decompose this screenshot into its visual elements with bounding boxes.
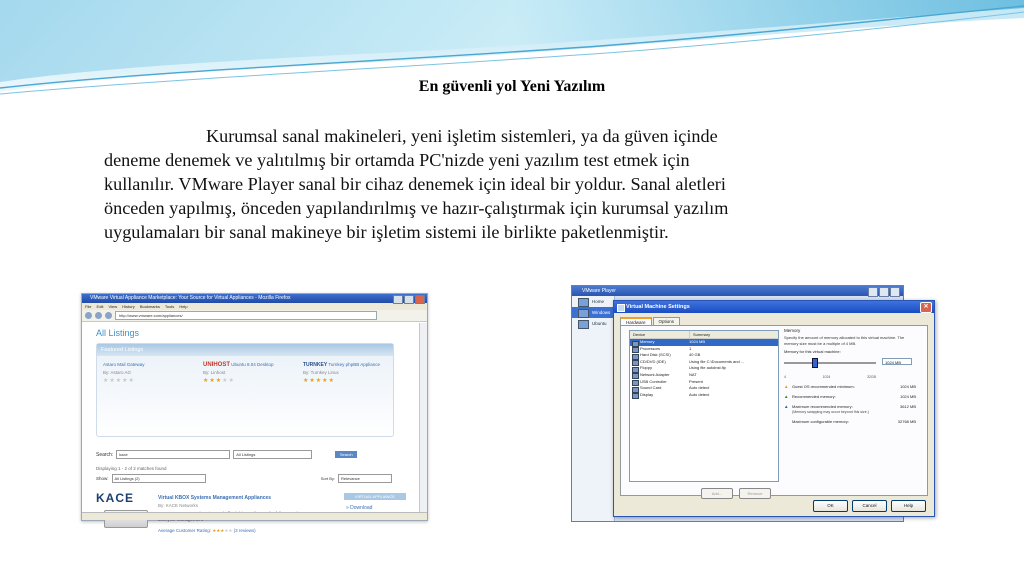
device-row[interactable]: Hard Disk (SCSI) 40 GB	[630, 352, 778, 359]
search-row	[96, 449, 392, 460]
close-icon[interactable]	[890, 287, 900, 297]
browser-nav-bar	[82, 310, 427, 322]
max-recommended-note: (Memory swapping may occur beyond this size.)	[792, 410, 869, 414]
browser-scrollbar[interactable]	[419, 323, 427, 513]
tab-options[interactable]: Options	[653, 317, 681, 326]
hardware-panel	[620, 325, 928, 496]
body-line: uygulamaları bir sanal makineye bir işletim sistemi ile birlikte paketlenmiştir.	[104, 222, 669, 242]
browser-menu-bar[interactable]: File Edit View History Bookmarks Tools Help	[82, 303, 427, 310]
featured-item[interactable]	[203, 362, 293, 384]
reload-icon[interactable]	[105, 312, 112, 319]
column-device: Device	[630, 331, 690, 338]
library-item-windows[interactable]: Windows	[572, 307, 614, 318]
memory-settings	[784, 328, 924, 496]
search-scope-select[interactable]: All Listings	[233, 450, 312, 459]
help-button[interactable]: Help	[891, 500, 926, 512]
listing-rating	[158, 528, 256, 534]
memory-slider[interactable]	[784, 357, 876, 369]
browser-page-content	[82, 323, 427, 533]
slider-thumb[interactable]	[812, 358, 818, 368]
max-marker-icon: ▲	[784, 404, 789, 409]
minimize-icon[interactable]	[393, 295, 403, 304]
featured-item-by: By: Linhost	[203, 370, 226, 375]
listing-by: By: KACE Networks	[158, 503, 199, 508]
sort-select[interactable]: Relevance	[338, 474, 392, 483]
device-row[interactable]: Memory 1024 MB	[630, 339, 778, 346]
memory-for-vm-label: Memory for this virtual machine:	[784, 349, 841, 354]
vmware-library-sidebar	[572, 296, 615, 521]
rating-stars-icon: ★★★★★	[212, 528, 233, 533]
featured-item-logo: UNIHOST	[203, 362, 230, 368]
back-icon[interactable]	[85, 312, 92, 319]
featured-item-name[interactable]: Turnkey phpBB Appliance	[328, 362, 380, 367]
slide-body-text	[104, 124, 864, 244]
device-row[interactable]: USB Controller Present	[630, 379, 778, 386]
ok-button[interactable]: OK	[813, 500, 848, 512]
browser-title-bar	[82, 294, 427, 303]
add-device-button[interactable]: Add...	[701, 488, 733, 499]
vmware-player-title-bar	[572, 286, 903, 296]
featured-item[interactable]	[103, 362, 193, 384]
body-line: Kurumsal sanal makineleri, yeni işletim sistemleri, ya da güven içinde	[206, 126, 718, 146]
results-count: Displaying 1 - 2 of 2 matches found	[96, 466, 167, 471]
device-row[interactable]: Floppy Using file autoinst.flp	[630, 365, 778, 372]
rating-stars-icon: ★★★★★	[103, 378, 135, 384]
body-line: önceden yapılmış, önceden yapılandırılmış ve hazır-çalıştırmak için kurumsal yazılım	[104, 198, 729, 218]
guest-min-row: ▲ Guest OS recommended minimum: 1024 MB	[784, 384, 916, 389]
device-row[interactable]: Processors 1	[630, 346, 778, 353]
search-label: Search:	[96, 451, 114, 458]
review-count: (3 reviews)	[233, 528, 256, 533]
remove-device-button[interactable]: Remove	[739, 488, 771, 499]
dialog-title-bar	[614, 301, 934, 313]
device-row[interactable]: Network Adapter NAT	[630, 372, 778, 379]
dialog-title: Virtual Machine Settings	[626, 304, 690, 310]
device-row[interactable]: CD/DVD (IDE) Using file C:\Documents and ...	[630, 359, 778, 366]
cancel-button[interactable]: Cancel	[852, 500, 887, 512]
sort-label: Sort By:	[320, 475, 335, 481]
featured-listings-title: Featured Listings	[97, 344, 393, 356]
body-line: kullanılır. VMware Player sanal bir cihaz denemek için ideal bir yoldur. Sanal aletleri	[104, 174, 726, 194]
close-icon[interactable]	[415, 295, 425, 304]
featured-item-logo: TURNKEY	[303, 362, 328, 368]
maximize-icon[interactable]	[404, 295, 414, 304]
maximize-icon[interactable]	[879, 287, 889, 297]
dialog-buttons	[813, 500, 926, 512]
recommended-row: ▲ Recommended memory: 1024 MB	[784, 394, 916, 399]
show-label: Show:	[96, 475, 109, 481]
search-input[interactable]: kace	[116, 450, 230, 459]
memory-group-label: Memory	[784, 328, 801, 333]
column-summary: Summary	[693, 332, 711, 337]
browser-status-bar	[82, 512, 427, 520]
browser-screenshot	[81, 293, 428, 533]
kace-logo: KACE	[96, 491, 135, 505]
memory-description: Specify the amount of memory allocated to this virtual machine. The memory size must be a multiple of 4 MB.	[784, 335, 905, 346]
filter-row	[96, 473, 392, 483]
guest-marker-icon: ▲	[784, 384, 789, 389]
featured-item-name[interactable]: Astaro Mail Gateway	[103, 362, 145, 367]
device-list-header	[630, 331, 778, 339]
memory-value-input[interactable]: 1024 MB	[882, 358, 912, 365]
rating-stars-icon: ★★★★★	[303, 378, 335, 384]
tab-hardware[interactable]: Hardware	[620, 317, 652, 326]
minimize-icon[interactable]	[868, 287, 878, 297]
featured-item[interactable]	[303, 362, 391, 384]
library-item-ubuntu[interactable]: Ubuntu	[572, 318, 614, 329]
virtual-appliance-button[interactable]: VIRTUAL APPLIANCE	[344, 493, 406, 500]
download-link[interactable]: » Download	[346, 505, 373, 511]
vm-settings-dialog	[613, 300, 935, 517]
rating-label: Average Customer Rating:	[158, 528, 211, 533]
library-item-home[interactable]: Home	[572, 296, 614, 307]
show-select[interactable]: All Listings (2)	[112, 474, 206, 483]
recommended-marker-icon: ▲	[784, 394, 789, 399]
slide-title: En güvenli yol Yeni Yazılım	[418, 78, 606, 95]
memory-scale: 4 1024 32GB	[784, 375, 876, 379]
forward-icon[interactable]	[95, 312, 102, 319]
device-list	[629, 330, 779, 482]
max-configurable-row: Maximum configurable memory: 32768 MB	[792, 419, 916, 424]
featured-item-by: By: Turnkey Linux	[303, 370, 339, 375]
search-button[interactable]: Search	[335, 451, 357, 458]
device-row[interactable]: Sound Card Auto detect	[630, 385, 778, 392]
featured-listings-panel	[96, 343, 394, 437]
browser-window-title: VMware Virtual Appliance Marketplace: Your Source for Virtual Appliances - Mozilla Firefox	[90, 295, 291, 301]
featured-item-by: By: Astaro AG	[103, 370, 132, 375]
max-recommended-row: ▲ Maximum recommended memory: 3612 MB	[784, 404, 916, 409]
device-row[interactable]: Display Auto detect	[630, 392, 778, 399]
rating-stars-icon: ★★★★★	[203, 378, 235, 384]
listings-heading: All Listings	[96, 328, 140, 338]
featured-item-name[interactable]: Ubuntu 8.04 Desktop	[231, 362, 274, 367]
body-line: deneme denemek ve yalıtılmış bir ortamda PC'nizde yeni yazılım test etmek için	[104, 150, 690, 170]
address-bar[interactable]: http://www.vmware.com/appliances/	[115, 311, 377, 320]
vmware-player-title: VMware Player	[582, 288, 616, 294]
close-icon[interactable]: ✕	[920, 302, 932, 313]
listing-title[interactable]: Virtual KBOX Systems Management Appliances	[158, 495, 272, 501]
